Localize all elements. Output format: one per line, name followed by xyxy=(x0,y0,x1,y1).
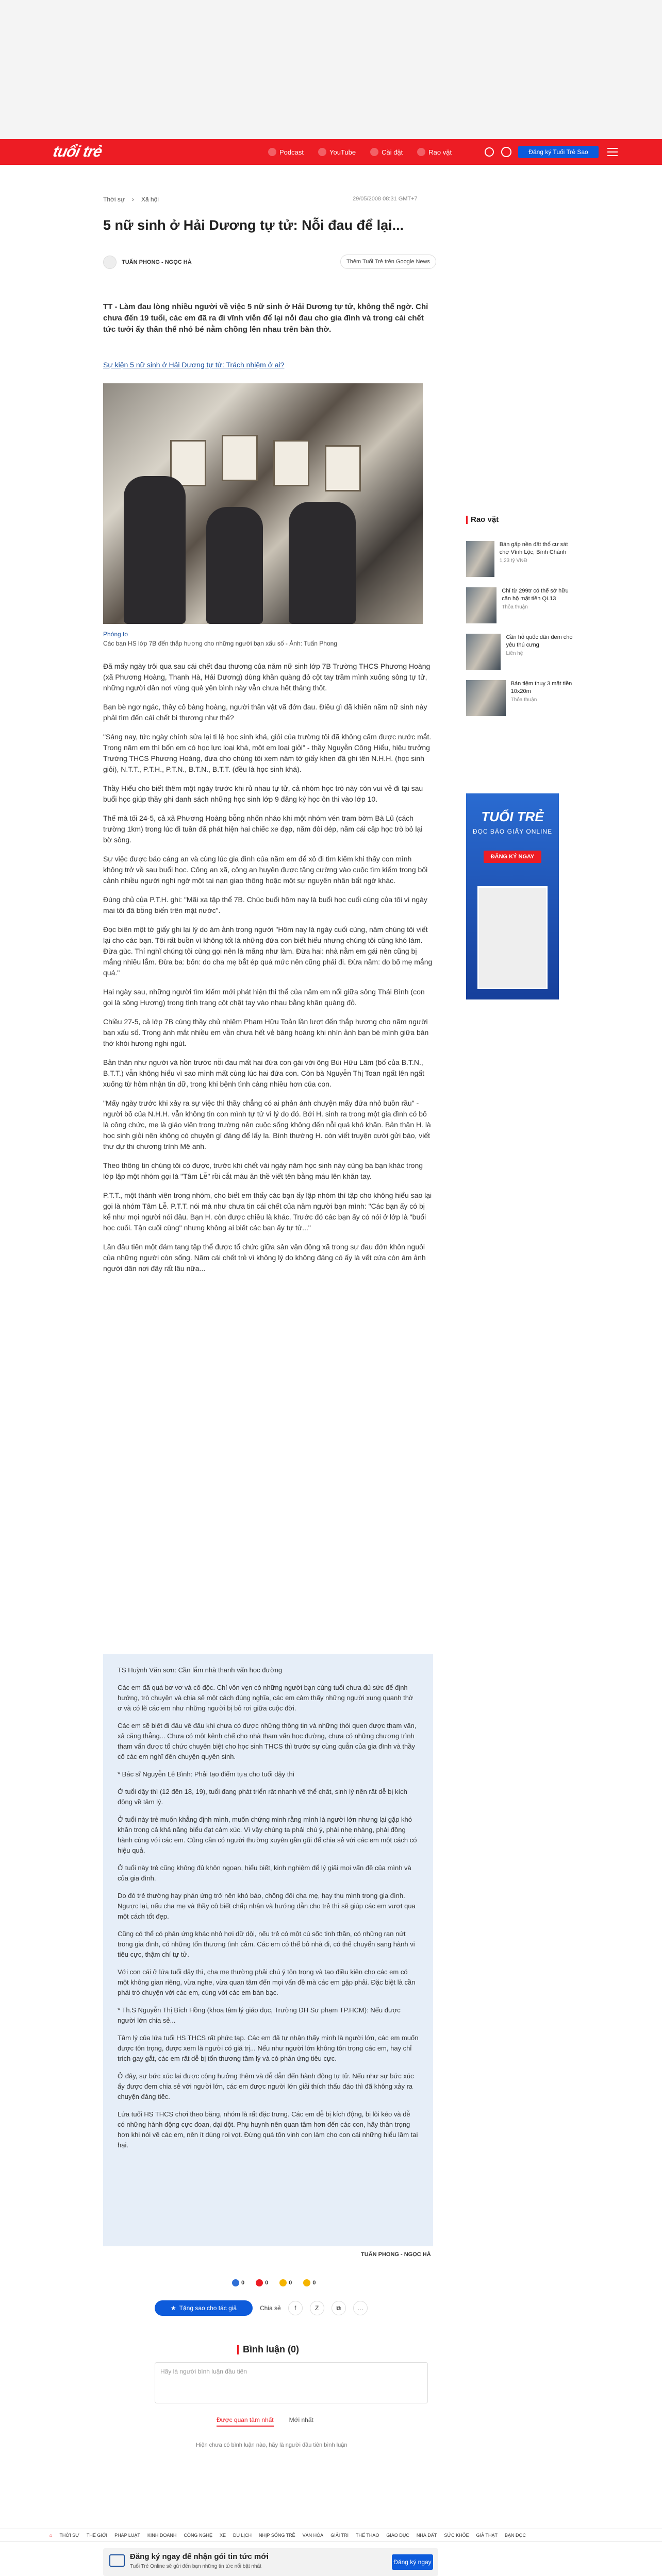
paragraph: Chiều 27-5, cả lớp 7B cùng thầy chủ nhiệm Phạm Hữu Toản lần lượt đến thắp hương cho năm người bạn xấu số. Trong ánh mắt nhiều em vẫn chưa hết vẻ bàng hoàng khi nhìn ảnh bạn bè mình giữa bàn thờ khói hương nghi ngút. xyxy=(103,1018,429,1047)
zalo-share-button[interactable]: Z xyxy=(310,2301,324,2315)
nav-youtube[interactable]: YouTube xyxy=(318,148,356,156)
nav-category[interactable]: SỨC KHỎE xyxy=(444,2533,469,2538)
nav-classifieds[interactable]: Rao vặt xyxy=(417,148,452,156)
title-bar xyxy=(466,516,468,524)
paragraph: P.T.T., một thành viên trong nhóm, cho biết em thấy các bạn ấy lập nhóm thì tập cho không hiểu sao lại gọi là nhóm Tâm Lễ. P.T.T. nói mà như chưa tin cái chết của năm người bạn mình: "Các bạn ấy có bị kể như mọi người nói đâu. Bạn H. còn được chiều là khác. Trước đó các bạn ấy có nói ở lớp là "buổi học cuối. Tận cuối cùng" nhưng không ai biết các bạn ấy tự tử..." xyxy=(103,1191,432,1232)
share-bar xyxy=(155,2300,368,2316)
sidebar-item[interactable]: Cần hỗ quốc dân đem cho yêu thú cưng Liên hệ xyxy=(466,634,574,672)
author-name[interactable]: TUẤN PHONG - NGỌC HÀ xyxy=(122,259,192,265)
title-bar xyxy=(237,2345,239,2354)
sidebar-item[interactable]: Bán tiệm thuy 3 mặt tiền 10x20m Thỏa thuận xyxy=(466,680,574,719)
nav-category[interactable]: VĂN HÓA xyxy=(302,2533,324,2538)
comments-title: Bình luận (0) xyxy=(237,2344,299,2355)
menu-icon[interactable] xyxy=(607,148,618,156)
nav-settings[interactable]: Cài đặt xyxy=(370,148,403,156)
home-icon[interactable]: ⌂ xyxy=(49,2533,53,2538)
paragraph: Bạn bè ngơ ngác, thầy cô bàng hoàng, người thân vật vã đớn đau. Điều gì đã khiến năm nữ sinh này phải tìm đến cái chết bi thương như thế? xyxy=(103,703,427,722)
nav-category[interactable]: THỂ THAO xyxy=(356,2533,379,2538)
zoom-link[interactable]: Phóng to xyxy=(103,631,128,638)
article-title: 5 nữ sinh ở Hải Dương tự tử: Nỗi đau để lại... xyxy=(103,217,404,233)
nav-category[interactable]: NHỊP SỐNG TRẺ xyxy=(258,2533,295,2538)
site-logo[interactable]: tuổi trẻ xyxy=(51,143,104,160)
nav-category[interactable]: GIẢI TRÍ xyxy=(330,2533,349,2538)
box-paragraph: * Bác sĩ Nguyễn Lê Bình: Phải tạo điểm tựa cho tuổi dậy thì xyxy=(118,1770,295,1778)
site-header xyxy=(0,139,662,165)
paragraph: Đúng chủ của P.T.H. ghi: "Mãi xa tập thể 7B. Chúc buổi hôm nay là buổi học cuối cùng của tôi vì ngày mai tôi đã bỗng biến trên mặt nước". xyxy=(103,895,427,914)
nav-category[interactable]: KINH DOANH xyxy=(147,2533,177,2538)
comments-empty: Hiện chưa có bình luận nào, hãy là người đầu tiên bình luận xyxy=(196,2442,347,2448)
reaction-sad[interactable]: 0 xyxy=(303,2279,316,2286)
copy-link-button[interactable]: ⧉ xyxy=(332,2301,346,2315)
nav-category[interactable]: GIẢ THẬT xyxy=(476,2533,498,2538)
sidebar-title: Rao vặt xyxy=(466,515,499,524)
tab-newest[interactable]: Mới nhất xyxy=(289,2416,313,2424)
box-paragraph: Các em đã quá bơ vơ và cô độc. Chỉ vốn vẹn có những người bạn cùng tuổi chưa đủ sức để định hướng, trò chuyện và chia sẻ một cách đúng nghĩa, các em cảm thấy những người xung quanh thờ ơ và có lẽ các em như những người bị bỏ rơi giữa cuộc đời. xyxy=(118,1684,413,1712)
nav-category[interactable]: THỜI SỰ xyxy=(59,2533,79,2538)
paragraph: Theo thông tin chúng tôi có được, trước khi chết vài ngày năm học sinh này cùng ba bạn khác trong lớp lập một nhóm gọi là "Tâm Lễ" rồi cắt máu ăn thề viết tên bằng máu lên khăn tay. xyxy=(103,1161,423,1180)
breadcrumb xyxy=(103,196,159,203)
sidebar-item[interactable]: Chỉ từ 299tr có thể sở hữu căn hộ mặt tiền QL13 Thỏa thuận xyxy=(466,587,574,626)
box-paragraph: Ở đây, sự bức xúc lại được cộng hưởng thêm và dễ dẫn đến hành động tự tử. Nếu như sự bức xúc ấy được đem chia sẻ với người lớn, các em được người lớn giải thích thấu đáo thì đã không xảy ra chuyện đáng tiếc. xyxy=(118,2072,414,2100)
paragraph: Bản thân như người và hồn trước nỗi đau mất hai đứa con gái với ông Bùi Hữu Lâm (bố của B.T.N., B.T.T.) vẫn không hiểu vì sao mình mất cùng lúc hai đứa con. Còn bà Nguyễn Thị Toan ngất lên ngất xuống từ hôm nhận tin dữ, trong khi bệnh tình càng nhiều hơn của con. xyxy=(103,1058,424,1088)
photo-figure xyxy=(289,502,356,624)
laugh-icon xyxy=(279,2279,287,2286)
box-paragraph: Ở tuổi này trẻ cũng không đủ khôn ngoan, hiểu biết, kinh nghiệm để lý giải mọi vấn đề của mình và của gia đình. xyxy=(118,1864,411,1882)
star-icon: ★ xyxy=(170,2304,176,2312)
article-signature: TUẤN PHONG - NGỌC HÀ xyxy=(361,2251,431,2258)
newsletter-register: Đăng ký ngay để nhận gói tin tức mới Tuổi Trẻ Online sẽ gửi đến bạn những tin tức nổi bật nhất Đăng ký ngay xyxy=(103,2548,438,2576)
box-paragraph: Lứa tuổi HS THCS chơi theo băng, nhóm là rất đặc trưng. Các em dễ bị kích động, bị lôi kéo và dễ có những hành động cực đoan, dại dột. Phụ huynh nên quan tâm hơn đến các con, hãy thân trọng hơn khi nói về các em, nên ít dùng roi vọt. Đừng quá tôn vinh con làm cho con cái những hiểu lầm tai hại. xyxy=(118,2110,418,2149)
portrait-frame xyxy=(325,445,361,492)
google-news-button[interactable]: Thêm Tuổi Trẻ trên Google News xyxy=(340,255,436,269)
facebook-share-button[interactable]: f xyxy=(288,2301,303,2315)
user-icon[interactable] xyxy=(501,147,511,157)
box-paragraph: Các em sẽ biết đi đâu về đâu khi chưa có được những thông tin và những thói quen được tham vấn, xả căng thẳng... Chưa có một kênh chế cho nhà tham vấn học đường, chưa có những chương trình tham vấn được tổ chức chuyên biệt cho học sinh THCS thì trước sự cùng quẫn của gia đình và thầy cô các em nghĩ đến chuyện quyên sinh. xyxy=(118,1722,417,1760)
register-button[interactable]: Đăng ký ngay xyxy=(392,2554,433,2570)
sidebar-thumb xyxy=(466,634,501,670)
register-star-button[interactable]: Đăng ký Tuổi Trẻ Sao xyxy=(518,146,599,158)
box-paragraph: Với con cái ở lứa tuổi dậy thì, cha mẹ thường phải chú ý tôn trọng và tạo điều kiện cho các em có một không gian riêng, vừa nghe, vừa quan tâm đến mọi vấn đề mà các em gặp phải. Đặc biệt là cần phải trò chuyện với các em, cùng với các em bàn bạc. xyxy=(118,1968,416,1996)
photo-caption xyxy=(103,630,423,648)
top-advertisement-area xyxy=(0,0,662,139)
nav-podcast[interactable]: Podcast xyxy=(268,148,304,156)
paragraph: "Sáng nay, tức ngày chính sửa lại ti lệ học sinh khá, giỏi của trường tôi đã không cấm được nước mắt. Trong năm em thì bốn em có học lực loại khá, một em loại giỏi" - thầy Nguyễn Công Hiểu, hiệu trưởng Trường THCS Phương Hoàng, đưa cho chúng tôi xem năm tờ giấy khen đã ghi tên N.H.H. (học sinh giỏi), N.T.T., P.T.H., P.T.N., B.T.N., B.T.T. (đều là học sinh khá). xyxy=(103,733,432,773)
nav-category[interactable]: THẾ GIỚI xyxy=(86,2533,108,2538)
paragraph: Đọc biên một tờ giấy ghi lại lý do ám ảnh trong người "Hôm nay là ngày cuối cùng, năm chúng tôi viết lại cho các bạn. Tôi rất buồn vì không tốt là những đứa con biết hiếu nhưng chúng tôi cũng khó làm. Đừa gùc. Thí nghĩ chúng tôi cùng gọi nên là mãng như làm. Đừa hai: nhà nằm em gái nên cũng bị mắng nhiều lắm. Đừa ba: bốn: do cha mẹ bắt ép quá mức nên cũng phải đi. Đừa năm: do bố mẹ mắng quá." xyxy=(103,925,433,977)
reaction-bar xyxy=(232,2279,316,2286)
reaction-haha[interactable]: 0 xyxy=(279,2279,292,2286)
sidebar-item[interactable]: Bán gấp nền đất thổ cư sát chợ Vĩnh Lộc, Bình Chánh 1,23 tỷ VNĐ xyxy=(466,541,574,580)
paragraph: Thầy Hiểu cho biết thêm một ngày trước khi rủ nhau tự tử, cả nhóm học trò này còn vui vẻ đi tại sau buổi học giúp thầy ghi danh sách những học sinh lớp 9 đăng ký học ôn thi vào lớp 10. xyxy=(103,784,423,803)
publish-date: 29/05/2008 08:31 GMT+7 xyxy=(353,196,418,202)
nav-category[interactable]: XE xyxy=(219,2533,226,2538)
caption-text: Các bạn HS lớp 7B đến thắp hương cho những người bạn xấu số - Ảnh: Tuấn Phong xyxy=(103,640,338,647)
tab-most-interested[interactable]: Được quan tâm nhất xyxy=(217,2416,274,2427)
expert-opinion-box xyxy=(103,1654,433,2246)
portrait-frame xyxy=(222,435,258,481)
sidebar-thumb xyxy=(466,587,496,623)
article-photo[interactable] xyxy=(103,383,423,624)
nav-category[interactable]: DU LỊCH xyxy=(233,2533,252,2538)
box-paragraph: Ở tuổi này trẻ muốn khẳng định mình, muốn chứng minh rằng mình là người lớn nhưng lại gặp khó khăn trong cả khả năng biểu đạt cảm xúc. Vì vậy chúng ta phải chú ý, phải nhẹ nhàng, phải đồng hành cùng với các em. Cũng cần có người thường xuyên gần gũi để chia sẻ với các em một cách có hiệu quả. xyxy=(118,1816,417,1854)
gear-icon xyxy=(370,148,378,156)
author-line xyxy=(103,256,192,269)
photo-figure xyxy=(124,476,186,624)
related-link[interactable]: Sự kiện 5 nữ sinh ở Hải Dương tự tử: Trách nhiệm ở ai? xyxy=(103,361,285,369)
box-paragraph: Ở tuổi dậy thì (12 đến 18, 19), tuổi đang phát triển rất nhanh về thể chất, sinh lý nên rất dễ bị kích động về tâm lý. xyxy=(118,1788,407,1806)
nav-category[interactable]: CÔNG NGHỆ xyxy=(184,2533,212,2538)
search-icon[interactable] xyxy=(485,147,494,157)
author-avatar xyxy=(103,256,117,269)
nav-category[interactable]: GIÁO DỤC xyxy=(386,2533,409,2538)
youtube-icon xyxy=(318,148,326,156)
paragraph: Lần đầu tiên một đám tang tập thể được tổ chức giữa sân vận động xã trong sự đau đớn khôn nguôi của những người còn sống. Năm cái chết trẻ vì không lý do không đáng có ấy là vết cứa còn ám ảnh người dân nơi đây rất lâu nữa... xyxy=(103,1243,426,1273)
box-paragraph: Do đó trẻ thường hay phản ứng trở nên khó bảo, chống đối cha mẹ, hay thu mình trong gia đình. Ngược lại, nếu cha mẹ và thầy cô biết chấp nhận và hướng dẫn cho trẻ thì sẽ giúp các em vượt qua một cách tốt đẹp. xyxy=(118,1892,416,1920)
nav-category[interactable]: PHÁP LUẬT xyxy=(114,2533,140,2538)
reaction-love[interactable]: 0 xyxy=(256,2279,268,2286)
ad-cta-button[interactable]: ĐĂNG KÝ NGAY xyxy=(484,851,542,863)
portrait-frame xyxy=(273,440,309,486)
comment-tabs xyxy=(217,2416,313,2427)
article-body xyxy=(103,661,433,1282)
podcast-icon xyxy=(268,148,276,156)
article-sapo: TT - Làm đau lòng nhiều người về việc 5 nữ sinh ở Hải Dương tự tử, không thể ngờ. Chỉ chưa đến 19 tuổi, các em đã ra đi vĩnh viễn để lại nỗi đau cho gia đình và trong cái chết tức tưởi ấy thân thể nhỏ bé nằm chồng lên nhau trên bàn thờ. xyxy=(103,302,428,334)
sidebar-thumb xyxy=(466,541,494,577)
header-nav xyxy=(268,139,452,165)
donate-star-button[interactable]: ★ Tặng sao cho tác giả xyxy=(155,2300,253,2316)
breadcrumb-separator: › xyxy=(131,196,134,203)
reaction-like[interactable]: 0 xyxy=(232,2279,244,2286)
photo-figure xyxy=(206,507,263,624)
paragraph: Đã mấy ngày trôi qua sau cái chết đau thương của năm nữ sinh lớp 7B Trường THCS Phương Hoàng (xã Phương Hoàng, Thanh Hà, Hải Dương) dùng khăn quàng đỏ cột tay trầm mình xuống sông tự tử, những người dân nơi vùng quê yên bình này vẫn chưa hết thảng thốt. xyxy=(103,662,431,692)
footer-category-nav xyxy=(0,2529,662,2542)
tag-icon xyxy=(417,148,425,156)
like-icon xyxy=(232,2279,239,2286)
box-paragraph: Tâm lý của lứa tuổi HS THCS rất phức tạp. Các em đã tự nhận thấy mình là người lớn, các em muốn được tôn trọng, được xem là người có giá trị... Nếu như người lớn không tôn trọng các em, hay chỉ trích gay gắt, các em rất dễ bị tổn thương tâm lý và có phản ứng tiêu cực. xyxy=(118,2034,419,2062)
box-paragraph: * Th.S Nguyễn Thị Bích Hồng (khoa tâm lý giáo dục, Trường ĐH Sư phạm TP.HCM): Nếu được người lớn chia sẻ... xyxy=(118,2006,401,2024)
sidebar-advertisement[interactable]: TUỔI TRẺ ĐỌC BÁO GIẤY ONLINE ĐĂNG KÝ NGAY xyxy=(466,793,559,999)
breadcrumb-item[interactable]: Xã hội xyxy=(141,196,159,203)
heart-icon xyxy=(256,2279,263,2286)
nav-category[interactable]: BẠN ĐỌC xyxy=(504,2533,526,2538)
newspaper-mockup xyxy=(477,886,548,989)
paragraph: Sự việc được báo cáng an và cùng lúc gia đình của năm em để xô đi tìm kiếm khi thấy con mình không trở về sau buổi học. Công an xã, công an huyện được tăng cường vào cuộc tìm kiếm trong bối cảnh nhiều người nghi ngờ một tai nạn giao thông hoặc một sự nguyên nhân bất ngờ khác. xyxy=(103,855,428,885)
breadcrumb-item[interactable]: Thời sự xyxy=(103,196,125,203)
comment-input[interactable]: Hãy là người bình luận đầu tiên xyxy=(155,2362,428,2403)
sidebar-thumb xyxy=(466,680,506,716)
share-label: Chia sẻ xyxy=(260,2304,281,2312)
paragraph: Hai ngày sau, những người tìm kiếm mới phát hiện thi thể của năm em nổi giữa sông Thái Bình (con gọi là sông Hương) trong tình trạng cột chặt tay vào nhau bằng khăn quàng đỏ. xyxy=(103,988,425,1007)
mail-icon xyxy=(109,2554,125,2567)
nav-category[interactable]: NHÀ ĐẤT xyxy=(416,2533,437,2538)
box-paragraph: Cũng có thể có phản ứng khác nhỏ hơi dữ dội, nếu trẻ có một cú sốc tinh thần, có những rạn nứt trong gia đình, có những tổn thương tình cảm. Các em có thể bỏ nhà đi, có thể chuyển sang hành vi tiêu cực, thậm chí tự tử. xyxy=(118,1930,415,1958)
paragraph: Thế mà tối 24-5, cả xã Phương Hoàng bỗng nhốn nháo khi một nhóm vén tram bờm Bà Lũ (cách trường 1km) trong lúc đi tuần đã phát hiện hai chiếc xe đạp, năm đôi dép, năm cái cặp học trò bỏ lại bờ sông. xyxy=(103,814,423,844)
paragraph: "Mấy ngày trước khi xảy ra sự việc thì thầy chẳng có ai phản ánh chuyện mấy đứa nhỏ buồn rầu" - người bố của N.H.H. vẫn không tin con mình tự tử vì lý do đó. Bởi H. sinh ra trong một gia đình có bố là công chức, mẹ là giáo viên trong trường nên cuộc sống không đến nỗi quá khó khăn. Bản thân H. là học sinh giỏi nên không có chuyện gì đáng để lấy la. Bình thường H. còn viết truyện cười gửi báo, viết thư dự thi chương trình Mê anh. xyxy=(103,1099,431,1150)
sad-icon xyxy=(303,2279,310,2286)
box-paragraph: TS Huỳnh Văn sơn: Cần lắm nhà thanh vấn học đường xyxy=(118,1666,283,1674)
more-share-button[interactable]: … xyxy=(353,2301,368,2315)
